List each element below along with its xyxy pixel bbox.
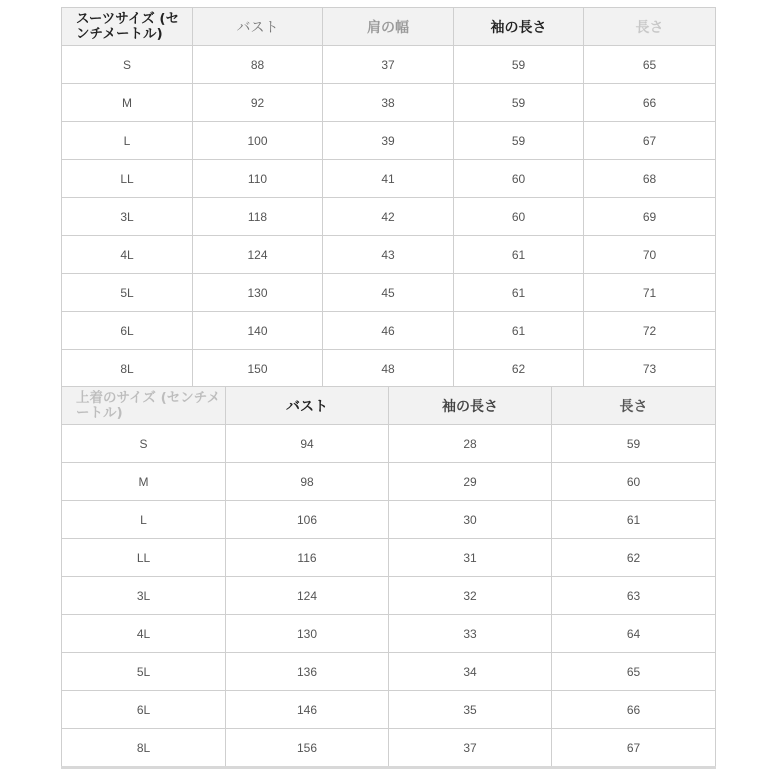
suit-cell: 65	[584, 46, 716, 84]
suit-header-sleeve: 袖の長さ	[454, 8, 584, 46]
suit-cell: 68	[584, 160, 716, 198]
suit-cell: 43	[323, 236, 454, 274]
suit-row	[62, 312, 716, 350]
suit-row	[62, 122, 716, 160]
suit-cell: 37	[323, 46, 454, 84]
jacket-header-sleeve: 袖の長さ	[389, 387, 552, 425]
suit-cell: 59	[454, 122, 584, 160]
jacket-cell: M	[62, 463, 226, 501]
suit-cell: 124	[193, 236, 323, 274]
suit-header-size: スーツサイズ (センチメートル)	[62, 8, 193, 46]
jacket-row	[62, 615, 716, 653]
suit-cell: 110	[193, 160, 323, 198]
suit-cell: 67	[584, 122, 716, 160]
suit-cell: 73	[584, 350, 716, 388]
suit-cell: 59	[454, 46, 584, 84]
jacket-cell: 5L	[62, 653, 226, 691]
suit-cell: 39	[323, 122, 454, 160]
jacket-cell: 63	[552, 577, 716, 615]
jacket-cell: 146	[226, 691, 389, 729]
suit-row	[62, 350, 716, 388]
suit-cell: 5L	[62, 274, 193, 312]
jacket-cell: 64	[552, 615, 716, 653]
jacket-cell: 59	[552, 425, 716, 463]
suit-cell: 59	[454, 84, 584, 122]
jacket-header-size: 上着のサイズ (センチメートル)	[62, 387, 226, 425]
jacket-row	[62, 729, 716, 768]
jacket-cell: 30	[389, 501, 552, 539]
jacket-cell: 65	[552, 653, 716, 691]
suit-cell: 70	[584, 236, 716, 274]
suit-row	[62, 84, 716, 122]
jacket-row	[62, 463, 716, 501]
jacket-cell: 94	[226, 425, 389, 463]
jacket-cell: 124	[226, 577, 389, 615]
suit-cell: 100	[193, 122, 323, 160]
suit-row	[62, 274, 716, 312]
jacket-cell: 29	[389, 463, 552, 501]
suit-cell: 61	[454, 274, 584, 312]
jacket-header-length: 長さ	[552, 387, 716, 425]
suit-cell: 38	[323, 84, 454, 122]
jacket-cell: 136	[226, 653, 389, 691]
suit-cell: 3L	[62, 198, 193, 236]
jacket-cell: 4L	[62, 615, 226, 653]
suit-cell: 92	[193, 84, 323, 122]
suit-row	[62, 160, 716, 198]
jacket-cell: 66	[552, 691, 716, 729]
suit-cell: 140	[193, 312, 323, 350]
suit-cell: 8L	[62, 350, 193, 388]
suit-cell: 61	[454, 312, 584, 350]
suit-header-shoulder: 肩の幅	[323, 8, 454, 46]
suit-cell: 48	[323, 350, 454, 388]
jacket-cell: 3L	[62, 577, 226, 615]
suit-header-length: 長さ	[584, 8, 716, 46]
jacket-cell: 98	[226, 463, 389, 501]
suit-cell: L	[62, 122, 193, 160]
jacket-cell: 37	[389, 729, 552, 768]
jacket-cell: 6L	[62, 691, 226, 729]
jacket-cell: 31	[389, 539, 552, 577]
suit-cell: 6L	[62, 312, 193, 350]
jacket-cell: L	[62, 501, 226, 539]
suit-cell: 71	[584, 274, 716, 312]
jacket-row	[62, 577, 716, 615]
jacket-cell: 33	[389, 615, 552, 653]
suit-cell: 4L	[62, 236, 193, 274]
suit-cell: 60	[454, 198, 584, 236]
jacket-cell: 61	[552, 501, 716, 539]
suit-cell: 88	[193, 46, 323, 84]
suit-row	[62, 198, 716, 236]
jacket-cell: 116	[226, 539, 389, 577]
jacket-row	[62, 653, 716, 691]
jacket-cell: 130	[226, 615, 389, 653]
jacket-row	[62, 691, 716, 729]
jacket-row	[62, 501, 716, 539]
suit-cell: 66	[584, 84, 716, 122]
suit-cell: 60	[454, 160, 584, 198]
jacket-cell: 28	[389, 425, 552, 463]
suit-cell: M	[62, 84, 193, 122]
jacket-cell: LL	[62, 539, 226, 577]
suit-header-bust: バスト	[193, 8, 323, 46]
suit-cell: 42	[323, 198, 454, 236]
jacket-cell: 62	[552, 539, 716, 577]
jacket-size-table	[61, 386, 716, 769]
suit-size-table	[61, 7, 716, 388]
suit-row	[62, 236, 716, 274]
jacket-cell: 32	[389, 577, 552, 615]
suit-cell: 61	[454, 236, 584, 274]
jacket-row	[62, 425, 716, 463]
jacket-cell: S	[62, 425, 226, 463]
jacket-cell: 67	[552, 729, 716, 768]
suit-cell: 45	[323, 274, 454, 312]
jacket-cell: 156	[226, 729, 389, 768]
suit-cell: 150	[193, 350, 323, 388]
jacket-cell: 106	[226, 501, 389, 539]
suit-cell: 69	[584, 198, 716, 236]
jacket-header-row	[62, 387, 716, 425]
jacket-row	[62, 539, 716, 577]
suit-cell: 62	[454, 350, 584, 388]
suit-cell: 118	[193, 198, 323, 236]
suit-cell: 46	[323, 312, 454, 350]
jacket-cell: 60	[552, 463, 716, 501]
jacket-cell: 35	[389, 691, 552, 729]
jacket-cell: 34	[389, 653, 552, 691]
suit-cell: 41	[323, 160, 454, 198]
suit-cell: S	[62, 46, 193, 84]
suit-cell: LL	[62, 160, 193, 198]
suit-cell: 130	[193, 274, 323, 312]
suit-row	[62, 46, 716, 84]
suit-cell: 72	[584, 312, 716, 350]
jacket-header-bust: バスト	[226, 387, 389, 425]
jacket-cell: 8L	[62, 729, 226, 768]
suit-header-row	[62, 8, 716, 46]
